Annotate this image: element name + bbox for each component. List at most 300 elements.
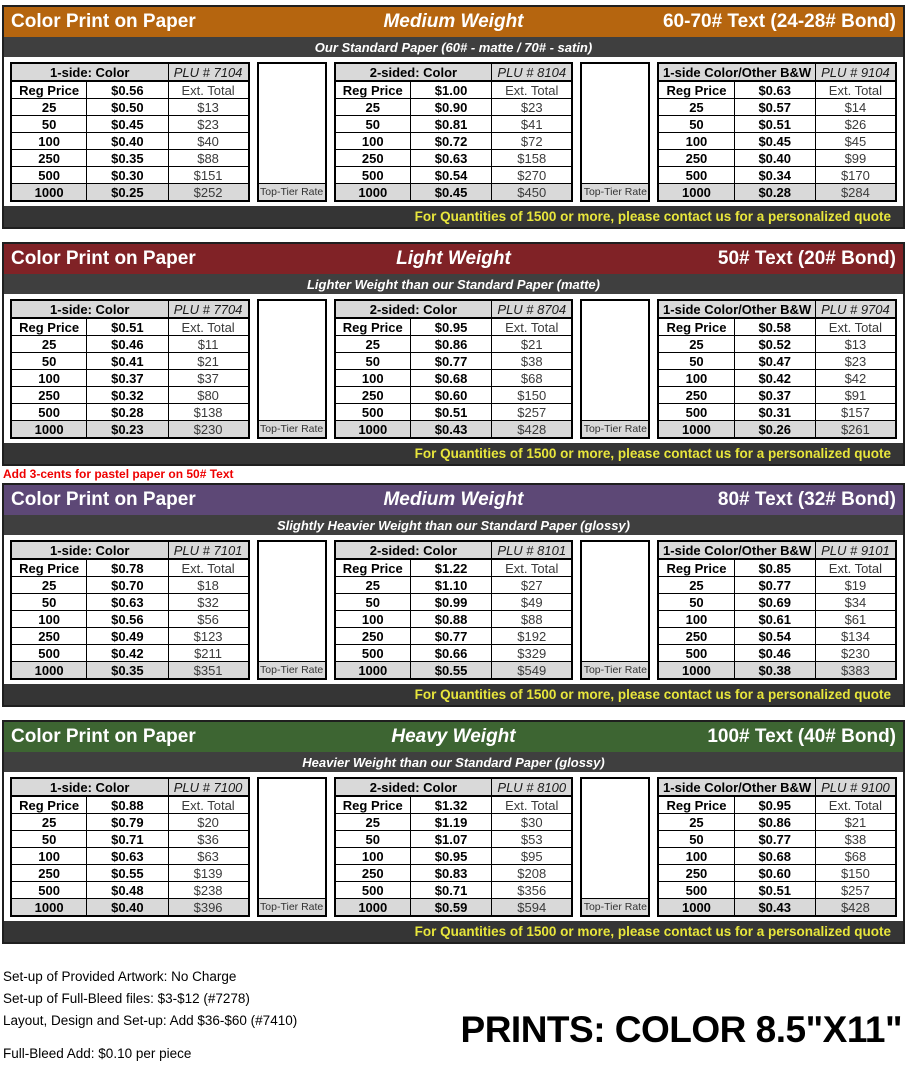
- section-header: [4, 722, 903, 752]
- unit-price-cell: $0.51: [734, 116, 815, 132]
- price-row: [659, 813, 895, 830]
- ext-total-label: Ext. Total: [491, 560, 571, 576]
- price-row: [659, 864, 895, 881]
- ext-total-cell: $32: [168, 594, 248, 610]
- price-row: [12, 881, 248, 898]
- price-row: [12, 830, 248, 847]
- section-subtitle: Our Standard Paper (60# - matte / 70# - satin): [4, 37, 903, 57]
- section-stock-title: 60-70# Text (24-28# Bond): [662, 11, 896, 32]
- plu-label: PLU # 8104: [491, 64, 571, 80]
- qty-cell: 100: [685, 370, 708, 386]
- price-row: [12, 166, 248, 183]
- ext-total-cell: $88: [168, 150, 248, 166]
- unit-price-cell: $0.48: [86, 882, 167, 898]
- ext-total-cell: $238: [168, 882, 248, 898]
- quote-banner-text: For Quantities of 1500 or more, please contact us for a personalized quote: [414, 687, 891, 702]
- price-row: [12, 386, 248, 403]
- ext-total-cell: $19: [815, 577, 895, 593]
- unit-price-cell: $0.55: [410, 662, 491, 678]
- quote-banner: [4, 921, 903, 942]
- ext-total-cell: $13: [815, 336, 895, 352]
- unit-price-cell: $0.40: [86, 133, 167, 149]
- unit-price-cell: $0.72: [410, 133, 491, 149]
- qty-cell: 1000: [336, 662, 410, 678]
- qty-cell: 25: [689, 336, 704, 352]
- price-row: [12, 183, 248, 200]
- unit-price-cell: $0.31: [734, 404, 815, 420]
- qty-cell: 50: [365, 116, 380, 132]
- price-row: [336, 403, 572, 420]
- qty-cell: 25: [365, 577, 380, 593]
- qty-cell: 1000: [336, 184, 410, 200]
- ext-total-cell: $49: [491, 594, 571, 610]
- qty-cell: 1000: [659, 662, 733, 678]
- top-tier-spacer: [580, 540, 650, 680]
- ext-total-cell: $23: [491, 99, 571, 115]
- table-variant-header: 1-side: Color: [50, 542, 130, 558]
- ext-total-cell: $208: [491, 865, 571, 881]
- top-tier-rate-label: Top-Tier Rate: [259, 898, 325, 915]
- ext-total-cell: $230: [168, 421, 248, 437]
- price-row: [659, 898, 895, 915]
- unit-price-cell: $0.77: [410, 628, 491, 644]
- unit-price-cell: $0.90: [410, 99, 491, 115]
- qty-cell: 1000: [336, 421, 410, 437]
- unit-price-cell: $0.46: [86, 336, 167, 352]
- ext-total-cell: $252: [168, 184, 248, 200]
- ext-total-label: Ext. Total: [168, 560, 248, 576]
- unit-price-cell: $0.42: [734, 370, 815, 386]
- price-row: [12, 576, 248, 593]
- ext-total-cell: $63: [168, 848, 248, 864]
- price-table: [10, 299, 250, 439]
- price-row: [659, 830, 895, 847]
- quote-banner-text: For Quantities of 1500 or more, please contact us for a personalized quote: [414, 924, 891, 939]
- top-tier-spacer: [257, 777, 327, 917]
- price-row: [659, 593, 895, 610]
- qty-cell: 100: [361, 848, 384, 864]
- ext-total-cell: $23: [168, 116, 248, 132]
- qty-cell: 500: [361, 404, 384, 420]
- price-table: [657, 299, 897, 439]
- table-header-row: [659, 64, 895, 81]
- price-row: [12, 898, 248, 915]
- qty-cell: 500: [685, 167, 708, 183]
- plu-label: PLU # 9704: [815, 301, 895, 317]
- qty-cell: 500: [685, 645, 708, 661]
- price-table: [10, 777, 250, 917]
- reg-price-row: [659, 318, 895, 335]
- ext-total-cell: $428: [491, 421, 571, 437]
- quote-banner-text: For Quantities of 1500 or more, please contact us for a personalized quote: [414, 209, 891, 224]
- unit-price-cell: $0.47: [734, 353, 815, 369]
- unit-price-cell: $0.69: [734, 594, 815, 610]
- unit-price-cell: $0.46: [734, 645, 815, 661]
- plu-label: PLU # 8101: [491, 542, 571, 558]
- qty-cell: 50: [365, 831, 380, 847]
- reg-price-label: Reg Price: [342, 319, 403, 335]
- price-row: [659, 352, 895, 369]
- section-weight-title: Heavy Weight: [391, 726, 516, 747]
- section-subtitle: Lighter Weight than our Standard Paper (matte): [4, 274, 903, 294]
- price-row: [336, 661, 572, 678]
- unit-price-cell: $0.77: [734, 577, 815, 593]
- ext-total-label: Ext. Total: [491, 319, 571, 335]
- tables-row: [4, 535, 903, 684]
- setup-note: Full-Bleed Add: $0.10 per piece: [3, 1046, 192, 1061]
- section-product-title: Color Print on Paper: [11, 11, 196, 32]
- section-subtitle: Heavier Weight than our Standard Paper (glossy): [4, 752, 903, 772]
- ext-total-cell: $134: [815, 628, 895, 644]
- ext-total-cell: $99: [815, 150, 895, 166]
- ext-total-cell: $38: [815, 831, 895, 847]
- unit-price-cell: $0.34: [734, 167, 815, 183]
- qty-cell: 50: [689, 116, 704, 132]
- footer: [3, 966, 904, 1061]
- qty-cell: 50: [41, 353, 57, 369]
- setup-note: Set-up of Full-Bleed files: $3-$12 (#7278): [3, 991, 250, 1006]
- ext-total-cell: $192: [491, 628, 571, 644]
- plu-label: PLU # 9100: [815, 779, 895, 795]
- unit-price-cell: $0.63: [410, 150, 491, 166]
- unit-price-cell: $0.83: [410, 865, 491, 881]
- ext-total-cell: $13: [168, 99, 248, 115]
- ext-total-cell: $151: [168, 167, 248, 183]
- reg-price-value: $0.88: [86, 797, 167, 813]
- qty-cell: 50: [41, 116, 57, 132]
- price-section: [2, 242, 905, 466]
- qty-cell: 25: [41, 577, 57, 593]
- unit-price-cell: $0.51: [410, 404, 491, 420]
- reg-price-row: [12, 81, 248, 98]
- price-row: [12, 420, 248, 437]
- price-row: [336, 335, 572, 352]
- unit-price-cell: $0.66: [410, 645, 491, 661]
- qty-cell: 1000: [12, 421, 86, 437]
- qty-cell: 1000: [12, 899, 86, 915]
- plu-label: PLU # 8704: [491, 301, 571, 317]
- ext-total-cell: $157: [815, 404, 895, 420]
- price-row: [336, 627, 572, 644]
- table-header-row: [336, 301, 572, 318]
- price-row: [336, 830, 572, 847]
- reg-price-row: [12, 559, 248, 576]
- reg-price-row: [12, 318, 248, 335]
- ext-total-cell: $61: [815, 611, 895, 627]
- qty-cell: 250: [38, 387, 60, 403]
- qty-cell: 1000: [12, 662, 86, 678]
- section-stock-title: 80# Text (32# Bond): [717, 489, 896, 510]
- ext-total-cell: $27: [491, 577, 571, 593]
- table-header-row: [659, 301, 895, 318]
- reg-price-label: Reg Price: [342, 797, 403, 813]
- ext-total-cell: $139: [168, 865, 248, 881]
- price-row: [336, 644, 572, 661]
- qty-cell: 250: [361, 150, 384, 166]
- qty-cell: 1000: [12, 184, 86, 200]
- price-row: [659, 644, 895, 661]
- ext-total-label: Ext. Total: [168, 82, 248, 98]
- reg-price-label: Reg Price: [19, 797, 80, 813]
- qty-cell: 100: [38, 370, 60, 386]
- qty-cell: 25: [689, 577, 704, 593]
- price-row: [12, 593, 248, 610]
- ext-total-cell: $40: [168, 133, 248, 149]
- plu-label: PLU # 9104: [815, 64, 895, 80]
- price-row: [336, 115, 572, 132]
- ext-total-cell: $383: [815, 662, 895, 678]
- reg-price-label: Reg Price: [19, 82, 80, 98]
- price-row: [336, 98, 572, 115]
- price-row: [12, 98, 248, 115]
- table-header-row: [659, 542, 895, 559]
- ext-total-cell: $80: [168, 387, 248, 403]
- unit-price-cell: $0.70: [86, 577, 167, 593]
- table-variant-header: 1-side Color/Other B&W: [663, 64, 812, 80]
- price-row: [336, 864, 572, 881]
- section-product-title: Color Print on Paper: [11, 248, 196, 269]
- unit-price-cell: $1.07: [410, 831, 491, 847]
- ext-total-cell: $428: [815, 899, 895, 915]
- ext-total-cell: $158: [491, 150, 571, 166]
- tables-row: [4, 57, 903, 206]
- price-row: [336, 352, 572, 369]
- price-row: [336, 898, 572, 915]
- qty-cell: 100: [685, 133, 708, 149]
- price-row: [336, 813, 572, 830]
- ext-total-cell: $21: [815, 814, 895, 830]
- ext-total-cell: $68: [491, 370, 571, 386]
- price-row: [12, 644, 248, 661]
- unit-price-cell: $0.79: [86, 814, 167, 830]
- reg-price-row: [336, 559, 572, 576]
- unit-price-cell: $0.40: [86, 899, 167, 915]
- qty-cell: 50: [365, 353, 380, 369]
- qty-cell: 100: [685, 848, 708, 864]
- reg-price-label: Reg Price: [666, 82, 727, 98]
- plu-label: PLU # 7101: [168, 542, 248, 558]
- qty-cell: 500: [361, 645, 384, 661]
- ext-total-label: Ext. Total: [815, 82, 895, 98]
- ext-total-cell: $72: [491, 133, 571, 149]
- table-variant-header: 2-sided: Color: [369, 64, 458, 80]
- price-row: [12, 847, 248, 864]
- unit-price-cell: $0.52: [734, 336, 815, 352]
- quote-banner: [4, 206, 903, 227]
- qty-cell: 500: [38, 645, 60, 661]
- unit-price-cell: $0.45: [410, 184, 491, 200]
- top-tier-rate-label: Top-Tier Rate: [582, 898, 648, 915]
- reg-price-value: $0.51: [86, 319, 167, 335]
- qty-cell: 500: [38, 167, 60, 183]
- qty-cell: 100: [685, 611, 708, 627]
- price-row: [336, 369, 572, 386]
- unit-price-cell: $0.55: [86, 865, 167, 881]
- ext-total-cell: $123: [168, 628, 248, 644]
- qty-cell: 50: [689, 831, 704, 847]
- unit-price-cell: $0.86: [734, 814, 815, 830]
- price-row: [659, 610, 895, 627]
- reg-price-label: Reg Price: [342, 82, 403, 98]
- price-row: [12, 352, 248, 369]
- unit-price-cell: $0.81: [410, 116, 491, 132]
- section-header: [4, 485, 903, 515]
- top-tier-rate-label: Top-Tier Rate: [582, 661, 648, 678]
- price-row: [659, 847, 895, 864]
- reg-price-value: $0.85: [734, 560, 815, 576]
- setup-note: Layout, Design and Set-up: Add $36-$60 (#7410): [3, 1013, 298, 1028]
- price-row: [336, 183, 572, 200]
- ext-total-cell: $30: [491, 814, 571, 830]
- price-table: [10, 62, 250, 202]
- ext-total-cell: $257: [491, 404, 571, 420]
- qty-cell: 25: [41, 99, 57, 115]
- ext-total-cell: $230: [815, 645, 895, 661]
- unit-price-cell: $0.95: [410, 848, 491, 864]
- table-header-row: [336, 779, 572, 796]
- ext-total-cell: $36: [168, 831, 248, 847]
- unit-price-cell: $1.19: [410, 814, 491, 830]
- reg-price-value: $0.63: [734, 82, 815, 98]
- price-row: [659, 403, 895, 420]
- price-row: [12, 627, 248, 644]
- ext-total-cell: $34: [815, 594, 895, 610]
- plu-label: PLU # 7704: [168, 301, 248, 317]
- unit-price-cell: $0.37: [86, 370, 167, 386]
- qty-cell: 250: [685, 150, 708, 166]
- table-variant-header: 1-side Color/Other B&W: [663, 301, 812, 317]
- price-section: [2, 720, 905, 944]
- ext-total-cell: $45: [815, 133, 895, 149]
- qty-cell: 250: [361, 387, 384, 403]
- qty-cell: 100: [361, 133, 384, 149]
- reg-price-row: [336, 318, 572, 335]
- unit-price-cell: $0.35: [86, 150, 167, 166]
- qty-cell: 100: [361, 611, 384, 627]
- qty-cell: 250: [38, 150, 60, 166]
- price-section: [2, 483, 905, 707]
- reg-price-label: Reg Price: [666, 319, 727, 335]
- qty-cell: 50: [365, 594, 380, 610]
- quote-banner-text: For Quantities of 1500 or more, please contact us for a personalized quote: [414, 446, 891, 461]
- ext-total-cell: $351: [168, 662, 248, 678]
- pastel-paper-note: Add 3-cents for pastel paper on 50# Text: [3, 467, 234, 481]
- price-row: [336, 166, 572, 183]
- ext-total-label: Ext. Total: [168, 319, 248, 335]
- unit-price-cell: $0.77: [410, 353, 491, 369]
- ext-total-cell: $549: [491, 662, 571, 678]
- ext-total-cell: $41: [491, 116, 571, 132]
- unit-price-cell: $1.10: [410, 577, 491, 593]
- unit-price-cell: $0.26: [734, 421, 815, 437]
- section-stock-title: 100# Text (40# Bond): [707, 726, 896, 747]
- section-stock-title: 50# Text (20# Bond): [717, 248, 896, 269]
- ext-total-cell: $11: [168, 336, 248, 352]
- unit-price-cell: $0.57: [734, 99, 815, 115]
- unit-price-cell: $0.38: [734, 662, 815, 678]
- unit-price-cell: $0.25: [86, 184, 167, 200]
- tables-row: [4, 772, 903, 921]
- top-tier-spacer: [257, 62, 327, 202]
- ext-total-cell: $95: [491, 848, 571, 864]
- unit-price-cell: $0.50: [86, 99, 167, 115]
- unit-price-cell: $0.86: [410, 336, 491, 352]
- unit-price-cell: $0.60: [410, 387, 491, 403]
- table-variant-header: 1-side: Color: [50, 301, 130, 317]
- top-tier-spacer: [257, 540, 327, 680]
- qty-cell: 250: [361, 865, 384, 881]
- table-variant-header: 2-sided: Color: [369, 301, 458, 317]
- unit-price-cell: $0.77: [734, 831, 815, 847]
- table-header-row: [336, 64, 572, 81]
- price-table: [334, 777, 574, 917]
- price-row: [12, 864, 248, 881]
- ext-total-label: Ext. Total: [491, 82, 571, 98]
- price-row: [659, 386, 895, 403]
- unit-price-cell: $0.45: [86, 116, 167, 132]
- reg-price-row: [659, 559, 895, 576]
- section-weight-title: Light Weight: [396, 248, 511, 269]
- price-row: [336, 847, 572, 864]
- plu-label: PLU # 7104: [168, 64, 248, 80]
- unit-price-cell: $0.54: [734, 628, 815, 644]
- unit-price-cell: $0.37: [734, 387, 815, 403]
- table-variant-header: 2-sided: Color: [369, 779, 458, 795]
- unit-price-cell: $0.63: [86, 848, 167, 864]
- qty-cell: 500: [38, 404, 60, 420]
- unit-price-cell: $0.42: [86, 645, 167, 661]
- tables-row: [4, 294, 903, 443]
- unit-price-cell: $0.40: [734, 150, 815, 166]
- ext-total-cell: $211: [168, 645, 248, 661]
- unit-price-cell: $0.71: [410, 882, 491, 898]
- ext-total-cell: $396: [168, 899, 248, 915]
- table-header-row: [12, 542, 248, 559]
- ext-total-cell: $91: [815, 387, 895, 403]
- unit-price-cell: $0.88: [410, 611, 491, 627]
- price-row: [659, 661, 895, 678]
- unit-price-cell: $0.60: [734, 865, 815, 881]
- qty-cell: 50: [689, 353, 704, 369]
- unit-price-cell: $0.35: [86, 662, 167, 678]
- qty-cell: 250: [38, 628, 60, 644]
- unit-price-cell: $0.68: [410, 370, 491, 386]
- reg-price-value: $0.56: [86, 82, 167, 98]
- ext-total-cell: $284: [815, 184, 895, 200]
- qty-cell: 500: [361, 882, 384, 898]
- unit-price-cell: $0.45: [734, 133, 815, 149]
- qty-cell: 25: [365, 336, 380, 352]
- top-tier-spacer: [257, 299, 327, 439]
- ext-total-label: Ext. Total: [815, 797, 895, 813]
- qty-cell: 100: [38, 133, 60, 149]
- reg-price-value: $1.00: [410, 82, 491, 98]
- qty-cell: 250: [685, 387, 708, 403]
- top-tier-rate-label: Top-Tier Rate: [582, 420, 648, 437]
- table-variant-header: 1-side Color/Other B&W: [663, 779, 812, 795]
- qty-cell: 100: [361, 370, 384, 386]
- price-row: [12, 369, 248, 386]
- unit-price-cell: $0.56: [86, 611, 167, 627]
- ext-total-cell: $26: [815, 116, 895, 132]
- table-variant-header: 1-side: Color: [50, 779, 130, 795]
- ext-total-cell: $150: [815, 865, 895, 881]
- top-tier-rate-label: Top-Tier Rate: [582, 183, 648, 200]
- price-table: [657, 62, 897, 202]
- table-header-row: [659, 779, 895, 796]
- reg-price-value: $0.95: [410, 319, 491, 335]
- ext-total-cell: $138: [168, 404, 248, 420]
